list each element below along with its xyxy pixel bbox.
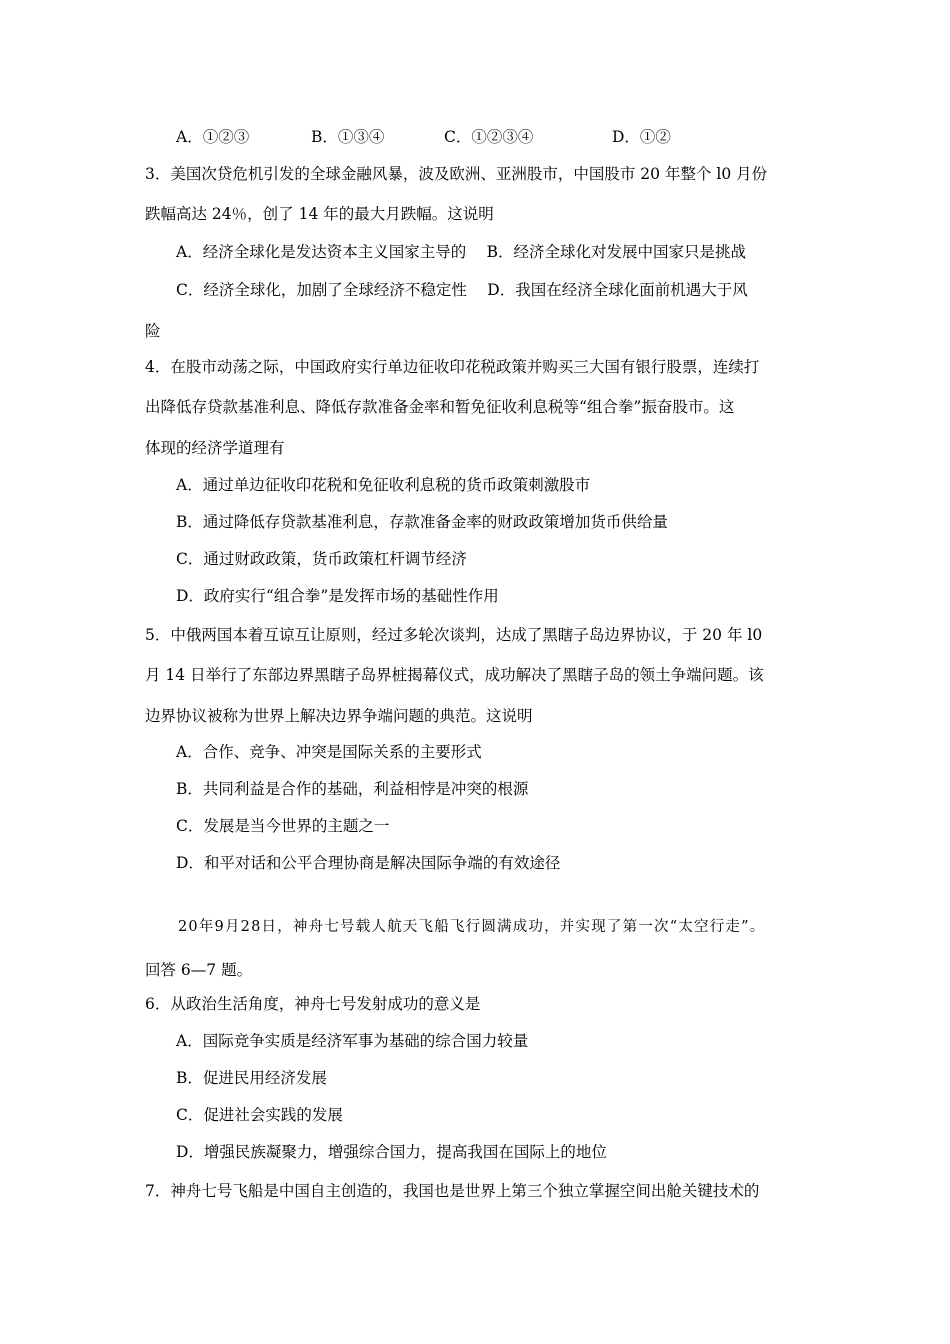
q4-option-d[interactable]: D．政府实行“组合拳”是发挥市场的基础性作用 [176,587,499,605]
q2-option-a[interactable]: A．①②③ [176,128,250,146]
q5-option-a[interactable]: A．合作、竞争、冲突是国际关系的主要形式 [176,743,482,761]
q5-stem-line-3: 边界协议被称为世界上解决边界争端问题的典范。这说明 [145,707,533,725]
q6-stem-line-1: 6．从政治生活角度，神舟七号发射成功的意义是 [145,995,481,1013]
q2-option-b[interactable]: B．①③④ [311,128,385,146]
material-intro-line-1: 20年9月28日，神舟七号载人航天飞船飞行圆满成功，并实现了第一次“太空行走”。 [178,919,766,935]
q4-stem-line-3: 体现的经济学道理有 [145,439,285,457]
q2-option-d[interactable]: D．①② [612,128,671,146]
q2-options-row [0,126,950,148]
q5-stem-line-1: 5．中俄两国本着互谅互让原则，经过多轮次谈判，达成了黑瞎子岛边界协议，于 20 年 l0 [145,626,763,644]
q6-option-d[interactable]: D．增强民族凝聚力，增强综合国力，提高我国在国际上的地位 [176,1143,607,1161]
q6-option-c[interactable]: C．促进社会实践的发展 [176,1106,343,1124]
q5-stem-line-2: 月 14 日举行了东部边界黑瞎子岛界桩揭幕仪式，成功解决了黑瞎子岛的领土争端问题。该 [145,666,764,684]
q5-option-b[interactable]: B．共同利益是合作的基础，利益相悖是冲突的根源 [176,780,529,798]
q3-stem-line-2: 跌幅高达 24％，创了 14 年的最大月跌幅。这说明 [145,205,494,223]
q6-option-a[interactable]: A．国际竞争实质是经济军事为基础的综合国力较量 [176,1032,529,1050]
q5-option-d[interactable]: D．和平对话和公平合理协商是解决国际争端的有效途径 [176,854,561,872]
q3-options-ab[interactable]: A．经济全球化是发达资本主义国家主导的 B．经济全球化对发展中国家只是挑战 [176,243,747,261]
material-intro-line-2: 回答 6—7 题。 [145,961,253,979]
q4-stem-line-2: 出降低存贷款基准利息、降低存款准备金率和暂免征收利息税等“组合拳”振奋股市。这 [145,398,735,416]
q4-stem-line-1: 4．在股市动荡之际，中国政府实行单边征收印花税政策并购买三大国有银行股票，连续打 [145,358,760,376]
q6-option-b[interactable]: B．促进民用经济发展 [176,1069,327,1087]
q4-option-a[interactable]: A．通过单边征收印花税和免征收利息税的货币政策刺激股市 [176,476,591,494]
q3-options-cd[interactable]: C．经济全球化，加剧了全球经济不稳定性 D．我国在经济全球化面前机遇大于风 [176,281,748,299]
q4-option-b[interactable]: B．通过降低存贷款基准利息，存款准备金率的财政政策增加货币供给量 [176,513,668,531]
q2-option-c[interactable]: C．①②③④ [444,128,534,146]
q5-option-c[interactable]: C．发展是当今世界的主题之一 [176,817,390,835]
q3-options-cd-continued: 险 [145,322,161,340]
q4-option-c[interactable]: C．通过财政政策，货币政策杠杆调节经济 [176,550,467,568]
q3-stem-line-1: 3．美国次贷危机引发的全球金融风暴，波及欧洲、亚洲股市，中国股市 20 年整个 l0 月份 [145,165,768,183]
q7-stem-line-1: 7．神舟七号飞船是中国自主创造的，我国也是世界上第三个独立掌握空间出舱关键技术的 [145,1182,760,1200]
